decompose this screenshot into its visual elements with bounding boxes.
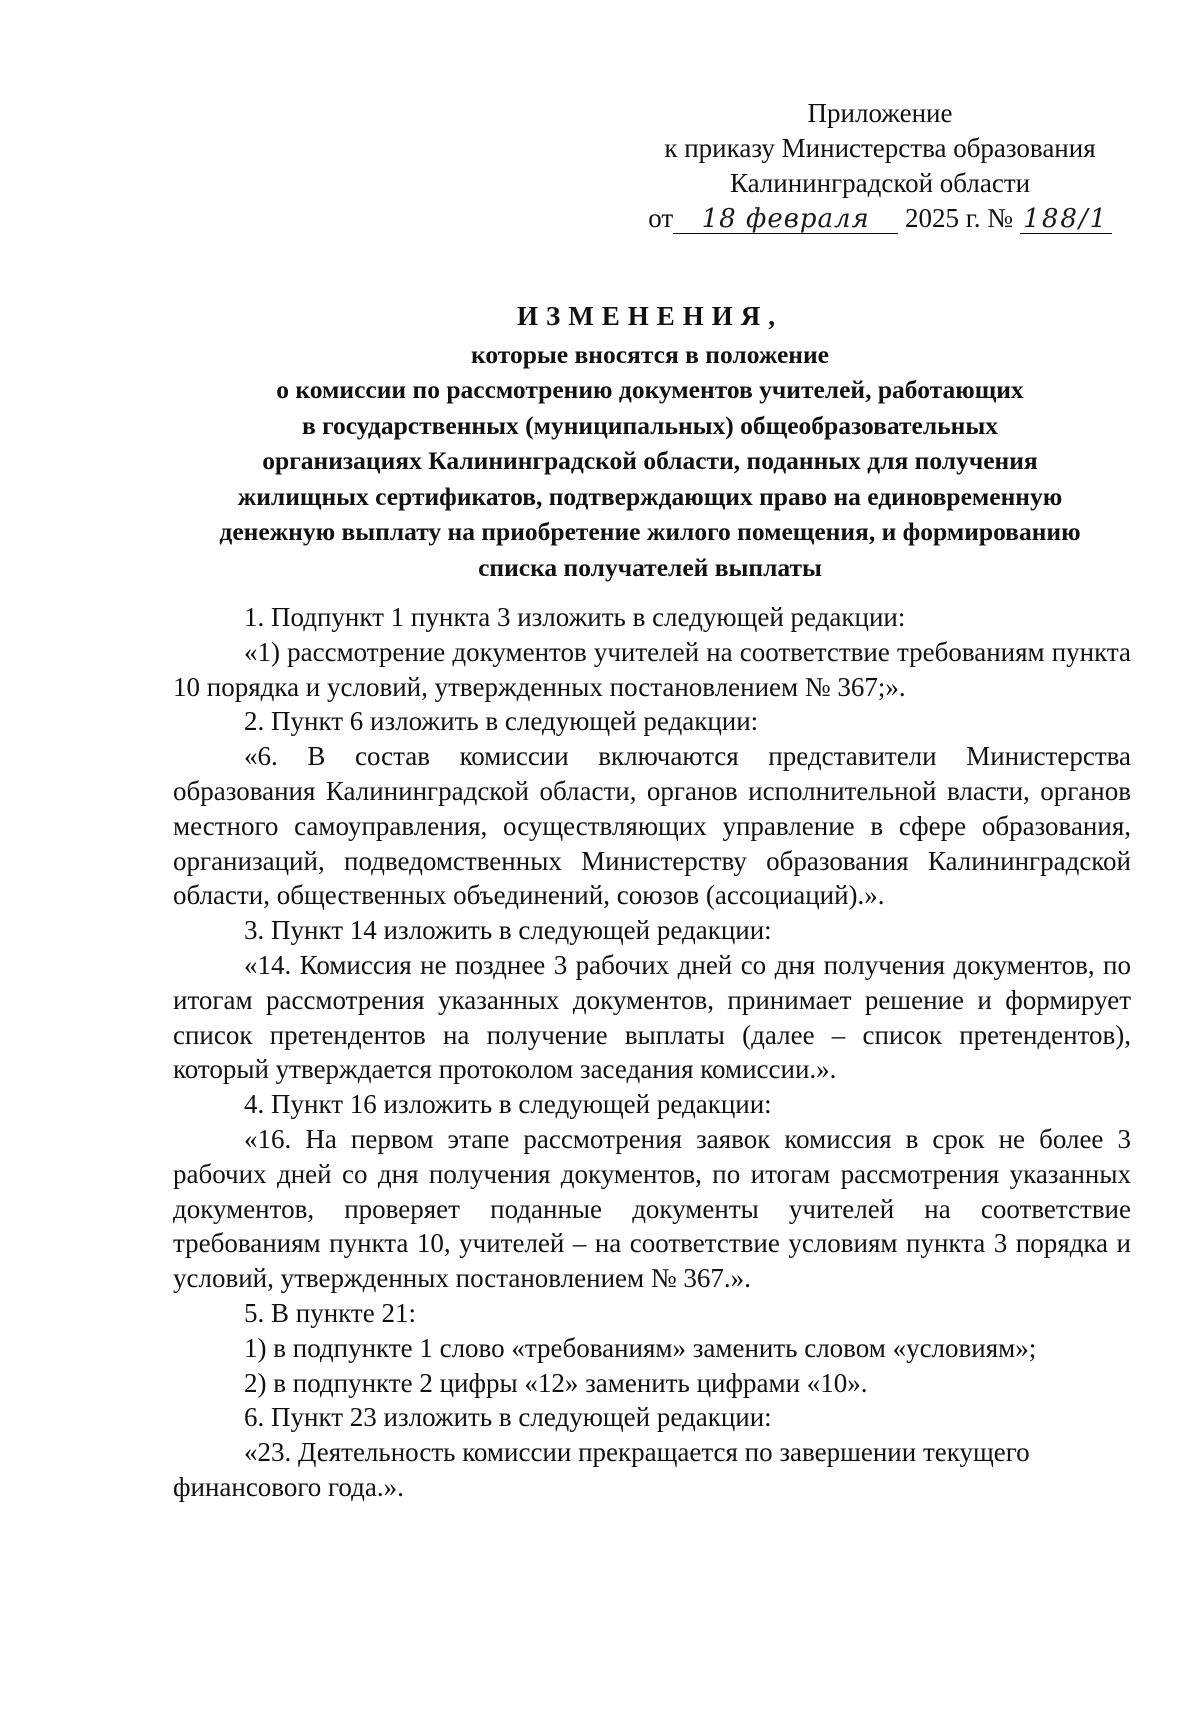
title-line: денежную выплату на приобретение жилого помещения, и формированию: [219, 517, 1081, 546]
title-line: списка получателей выплаты: [478, 552, 822, 582]
item-5-subitem-2: 2) в подпункте 2 цифры «12» заменить цифрами «10».: [244, 1367, 868, 1398]
item-3-text: «14. Комиссия не позднее 3 рабочих дней со дня получения документов, по итогам рассмотрения указанных документов, принимает решение и формирует список претендентов на получение выплаты (далее – список претендентов), который утверждается протоколом заседания комиссии.».: [173, 949, 1131, 1085]
date-prefix: от: [648, 203, 674, 233]
item-4-heading: 4. Пункт 16 изложить в следующей редакции:: [244, 1089, 772, 1120]
item-2-heading: 2. Пункт 6 изложить в следующей редакции:: [244, 706, 759, 737]
item-1-text: «1) рассмотрение документов учителей на соответствие требованиям пункта 10 порядка и условий, утвержденных постановлением № 367;».: [173, 636, 1131, 702]
title-line: о комиссии по рассмотрению документов учителей, работающих: [276, 375, 1024, 404]
item-5-subitem-1: 1) в подпункте 1 слово «требованиям» заменить словом «условиям»;: [244, 1332, 1037, 1363]
order-reference: к приказу Министерства образования: [664, 133, 1096, 163]
handwritten-date: 18 февраля: [673, 205, 898, 234]
item-5-heading: 5. В пункте 21:: [244, 1297, 416, 1328]
document-body: [173, 600, 1131, 1505]
title-line: жилищных сертификатов, подтверждающих право на единовременную: [237, 481, 1063, 511]
year-number-label: 2025 г. №: [904, 203, 1013, 233]
title-line: которые вносятся в положение: [471, 339, 829, 369]
document-title: [170, 299, 1130, 585]
handwritten-order-number: 188/1: [1020, 205, 1112, 234]
title-line: в государственных (муниципальных) общеобразовательных: [301, 410, 999, 440]
title-line: организациях Калининградской области, поданных для получения: [262, 446, 1038, 475]
item-3-heading: 3. Пункт 14 изложить в следующей редакции:: [244, 915, 772, 946]
region-name: Калининградской области: [729, 168, 1031, 198]
item-2-text: «6. В состав комиссии включаются представители Министерства образования Калининградской области, органов исполнительной власти, органов местного самоуправления, осуществляющих управление в сфере образования, организаций, подведомственных Министерству образования Калининградской области, общественных объединений, союзов (ассоциаций).».: [173, 741, 1131, 911]
item-1-heading: 1. Подпункт 1 пункта 3 изложить в следующей редакции:: [244, 602, 906, 632]
appendix-header: [620, 96, 1140, 236]
order-date-line: [620, 201, 1140, 236]
appendix-label: Приложение: [807, 98, 953, 128]
item-6-text: «23. Деятельность комиссии прекращается по завершении текущего финансового года.».: [173, 1437, 1030, 1502]
item-4-text: «16. На первом этапе рассмотрения заявок комиссия в срок не более 3 рабочих дней со дня получения документов, по итогам рассмотрения указанных документов, проверяет поданные документы учителей на соответствие требованиям пункта 10, учителей – на соответствие условиям пункта 3 порядка и условий, утвержденных постановлением № 367.».: [173, 1123, 1131, 1294]
item-6-heading: 6. Пункт 23 изложить в следующей редакции:: [244, 1402, 772, 1433]
title-heading: ИЗМЕНЕНИЯ,: [516, 301, 783, 331]
